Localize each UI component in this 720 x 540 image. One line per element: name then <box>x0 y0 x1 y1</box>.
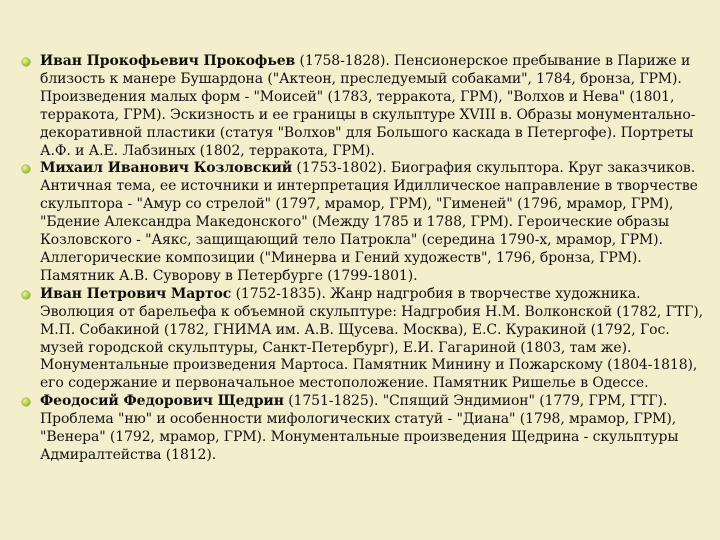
list-item <box>22 393 714 465</box>
bullet-dot-icon <box>22 291 30 299</box>
bullet-dot-icon <box>22 165 30 173</box>
sculptor-name: Иван Петрович Мартос <box>40 285 232 302</box>
sculptor-name: Феодосий Федорович Щедрин <box>40 393 284 410</box>
list-item <box>22 160 714 285</box>
list-item <box>22 286 714 393</box>
entry-text: (1752-1835). Жанр надгробия в творчестве художника. Эволюция от барельефа к объемной скульптуре: Надгробия Н.М. Волконской (1782, ГТГ), М.П. Собакиной (1782, ГНИМА им. А.В. Щусева. Москва), Е.С. Куракиной (1792, Гос. музей городской скульптуры, Санкт-Петербург), Е.И. Гагариной (1803, там же). Монументальные произведения Мартоса. Памятник Минину и Пожарскому (1804-1818), его содержание и первоначальное местоположение. Памятник Ришелье в Одессе. <box>40 285 703 392</box>
bullet-dot-icon <box>22 58 30 66</box>
sculptor-name: Михаил Иванович Козловский <box>40 160 293 177</box>
bullet-dot-icon <box>22 398 30 406</box>
list-item <box>22 53 714 160</box>
bullet-list <box>22 53 714 465</box>
entry-text: (1753-1802). Биография скульптора. Круг заказчиков. Античная тема, ее источники и интерпретация Идиллическое направление в творчестве скульптора - "Амур со стрелой" (1797, мрамор, ГРМ), "Гименей" (1796, мрамор, ГРМ), "Бдение Александра Македонского" (Между 1785 и 1788, ГРМ). Героические образы Козловского - "Аякс, защищающий тело Патрокла" (середина 1790-х, мрамор, ГРМ). Аллегорические композиции ("Минерва и Гений художеств", 1796, бронза, ГРМ). Памятник А.В. Суворову в Петербурге (1799-1801). <box>40 160 698 284</box>
entry-text: (1758-1828). Пенсионерское пребывание в Париже и близость к манере Бушардона ("Актеон, преследуемый собаками", 1784, бронза, ГРМ). Произведения малых форм - "Моисей" (1783, терракота, ГРМ), "Волхов и Нева" (1801, терракота, ГРМ). Эскизность и ее границы в скульптуре XVIII в. Образы монументально-декоративной пластики (статуя "Волхов" для Большого каскада в Петергофе). Портреты А.Ф. и А.Е. Лабзиных (1802, терракота, ГРМ). <box>40 53 696 159</box>
sculptor-name: Иван Прокофьевич Прокофьев <box>40 53 296 69</box>
entry-text: (1751-1825). "Спящий Эндимион" (1779, ГРМ, ГТГ). Проблема "ню" и особенности мифологических статуй - "Диана" (1798, мрамор, ГРМ), "Венера" (1792, мрамор, ГРМ). Монументальные произведения Щедрина - скульптуры Адмиралтейства (1812). <box>40 393 679 463</box>
